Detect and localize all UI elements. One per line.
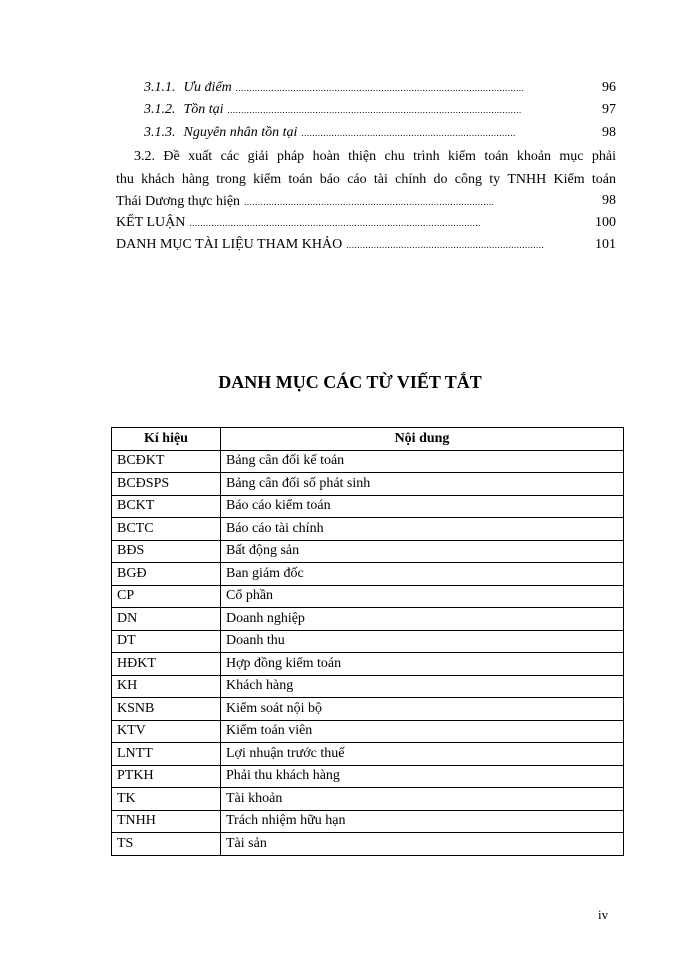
word: hàng — [181, 171, 210, 187]
abbreviation-code: KH — [112, 675, 221, 698]
abbreviation-meaning: Doanh thu — [221, 630, 624, 653]
word: khoản — [516, 149, 552, 164]
toc-item-label: DANH MỤC TÀI LIỆU THAM KHẢO — [116, 237, 343, 252]
abbreviation-code: KSNB — [112, 698, 221, 721]
word: khách — [141, 171, 175, 187]
abbreviation-code: HĐKT — [112, 653, 221, 676]
table-row — [112, 450, 624, 473]
word: thu — [116, 171, 134, 187]
table-row — [112, 698, 624, 721]
toc-leader-dots: ........................................................................ — [346, 240, 545, 250]
toc-item-page: 101 — [595, 237, 616, 252]
word: cáo — [347, 171, 367, 187]
toc-item-page: 97 — [602, 102, 616, 117]
toc-3-2-line-3 — [116, 191, 616, 214]
abbreviation-meaning: Doanh nghiệp — [221, 608, 624, 631]
column-header-content: Nội dung — [221, 428, 624, 451]
toc-item-page: 100 — [595, 215, 616, 230]
word: xuất — [188, 149, 213, 164]
abbreviation-code: KTV — [112, 720, 221, 743]
word: toán — [484, 149, 509, 164]
word: toán — [288, 171, 313, 187]
abbreviation-meaning: Phải thu khách hàng — [221, 765, 624, 788]
table-row — [112, 518, 624, 541]
toc-3-2-line-2 — [116, 169, 616, 192]
abbreviation-code: BĐS — [112, 540, 221, 563]
word: các — [220, 149, 240, 164]
abbreviation-meaning: Tài sản — [221, 833, 624, 856]
word: chính — [395, 171, 427, 187]
word: tài — [373, 171, 388, 187]
word: thiện — [348, 149, 377, 164]
abbreviation-meaning: Trách nhiệm hữu hạn — [221, 810, 624, 833]
toc-item-3-1-1[interactable] — [144, 80, 616, 100]
word: mục — [559, 149, 584, 164]
abbreviations-table — [111, 427, 624, 856]
table-row — [112, 810, 624, 833]
abbreviation-meaning: Cổ phần — [221, 585, 624, 608]
abbreviations-heading: DANH MỤC CÁC TỪ VIẾT TẮT — [218, 372, 482, 392]
table-row — [112, 765, 624, 788]
toc-leader-dots: .......................................................................................................... — [189, 218, 481, 228]
word: Đề — [163, 149, 180, 164]
word: Kiểm — [553, 171, 585, 187]
abbreviation-code: BCĐSPS — [112, 473, 221, 496]
abbreviation-code: BCTC — [112, 518, 221, 541]
abbreviation-code: TK — [112, 788, 221, 811]
abbreviation-code: TNHH — [112, 810, 221, 833]
toc-item-3-2[interactable] — [116, 146, 616, 214]
table-row — [112, 630, 624, 653]
abbreviation-meaning: Tài khoản — [221, 788, 624, 811]
table-row — [112, 608, 624, 631]
abbreviation-meaning: Ban giám đốc — [221, 563, 624, 586]
abbreviation-meaning: Bảng cân đối số phát sinh — [221, 473, 624, 496]
page-number: iv — [598, 907, 609, 922]
abbreviation-code: LNTT — [112, 743, 221, 766]
abbreviation-meaning: Hợp đồng kiểm toán — [221, 653, 624, 676]
toc-item-conclusion[interactable] — [116, 215, 616, 235]
word: phải — [591, 149, 616, 164]
table-row — [112, 540, 624, 563]
toc-item-number: 3.1.1. — [144, 80, 176, 95]
table-row — [112, 473, 624, 496]
toc-item-label: Ưu điểm — [183, 80, 232, 95]
toc-item-references[interactable] — [116, 237, 616, 257]
toc-item-label: KẾT LUẬN — [116, 215, 186, 230]
toc-leader-dots: ......................................................................................................... — [235, 83, 525, 93]
abbreviation-meaning: Kiểm toán viên — [221, 720, 624, 743]
toc-item-number: 3.1.2. — [144, 102, 176, 117]
table-row — [112, 675, 624, 698]
abbreviation-meaning: Khách hàng — [221, 675, 624, 698]
word: 3.2. — [134, 149, 155, 164]
abbreviation-code: BGĐ — [112, 563, 221, 586]
table-row — [112, 495, 624, 518]
abbreviation-meaning: Bất động sản — [221, 540, 624, 563]
abbreviation-meaning: Báo cáo tài chính — [221, 518, 624, 541]
word: pháp — [276, 149, 305, 164]
toc-item-page: 98 — [602, 125, 616, 140]
word: kiểm — [447, 149, 476, 164]
word: ty — [489, 171, 501, 187]
word: công — [454, 171, 482, 187]
word: toán — [591, 171, 616, 187]
toc-item-label: Thái Dương thực hiện — [116, 194, 241, 209]
toc-3-2-line-1 — [116, 146, 616, 169]
toc-leader-dots: .............................................................................. — [301, 128, 516, 138]
toc-item-label: Tồn tại — [183, 102, 224, 117]
abbreviation-code: CP — [112, 585, 221, 608]
abbreviation-meaning: Bảng cân đối kế toán — [221, 450, 624, 473]
table-row — [112, 720, 624, 743]
toc-item-number: 3.1.3. — [144, 125, 176, 140]
toc-item-label: Nguyên nhân tồn tại — [183, 125, 298, 140]
word: trình — [413, 149, 440, 164]
toc-item-page: 96 — [602, 80, 616, 95]
word: chu — [384, 149, 405, 164]
table-row — [112, 563, 624, 586]
table-header-row — [112, 428, 624, 451]
abbreviation-meaning: Lợi nhuận trước thuế — [221, 743, 624, 766]
table-row — [112, 653, 624, 676]
table-row — [112, 788, 624, 811]
abbreviation-code: BCKT — [112, 495, 221, 518]
abbreviation-code: TS — [112, 833, 221, 856]
word: do — [433, 171, 448, 187]
toc-leader-dots: ........................................................................................................... — [227, 105, 522, 115]
word: báo — [319, 171, 340, 187]
table-row — [112, 585, 624, 608]
toc-leader-dots: ........................................................................................... — [244, 197, 495, 207]
toc-item-3-1-2[interactable] — [144, 102, 616, 122]
table-row — [112, 833, 624, 856]
toc-item-3-1-3[interactable] — [144, 125, 616, 145]
abbreviation-code: PTKH — [112, 765, 221, 788]
word: giải — [247, 149, 269, 164]
abbreviation-meaning: Kiểm soát nội bộ — [221, 698, 624, 721]
word: kiểm — [253, 171, 282, 187]
toc-item-page: 98 — [602, 193, 616, 208]
abbreviation-meaning: Báo cáo kiểm toán — [221, 495, 624, 518]
word: TNHH — [507, 171, 547, 187]
column-header-code: Kí hiệu — [112, 428, 221, 451]
word: trong — [216, 171, 246, 187]
table-row — [112, 743, 624, 766]
word: hoàn — [312, 149, 340, 164]
abbreviation-code: DN — [112, 608, 221, 631]
abbreviation-code: DT — [112, 630, 221, 653]
toc-item-3-2-page — [560, 193, 616, 213]
abbreviation-code: BCĐKT — [112, 450, 221, 473]
